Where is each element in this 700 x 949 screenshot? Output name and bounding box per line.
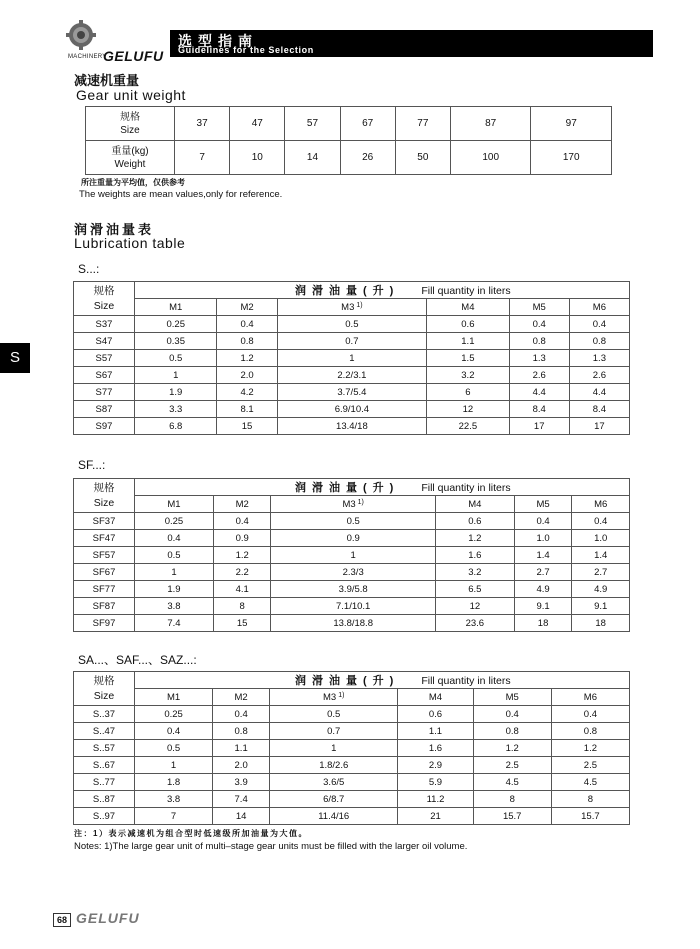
value-cell: 0.4 [217,316,277,333]
lube-note-cn: 注：1）表示减速机为组合型时低速级所加油量为大值。 [74,829,308,838]
size-label-cn: 规格 [93,481,115,494]
value-cell: 2.5 [473,757,551,774]
col-header: M2 [217,299,277,316]
value-cell: 3.8 [135,791,213,808]
value-cell: 0.4 [213,706,270,723]
value-cell: 0.4 [569,316,629,333]
size-cell: S..67 [74,757,135,774]
value-cell: 2.7 [572,564,630,581]
fill-quantity-cn: 润滑油量(升) [295,285,400,297]
size-cell: S67 [74,367,135,384]
weight-note-en: The weights are mean values,only for reference. [79,189,283,200]
value-cell: 6 [427,384,509,401]
weight-title-cn: 减速机重量 [74,73,140,88]
size-cell: SF77 [74,581,135,598]
value-cell: 0.6 [427,316,509,333]
value-cell: 13.8/18.8 [271,615,435,632]
value-cell: 6/8.7 [270,791,398,808]
size-header-cell [74,282,135,316]
value-cell: 6.9/10.4 [277,401,427,418]
value-cell: 3.8 [135,598,214,615]
value-cell: 7 [135,808,213,825]
col-header: M6 [551,689,629,706]
value-cell: 0.25 [135,513,214,530]
col-header: M1 [135,496,214,513]
value-cell: 6.8 [135,418,217,435]
weight-size-row [86,107,612,141]
weight-cell: 50 [395,141,450,175]
value-cell: 1.2 [551,740,629,757]
value-cell: 1 [271,547,435,564]
value-cell: 4.2 [217,384,277,401]
size-cell: 87 [450,107,531,141]
value-cell: 0.25 [135,316,217,333]
value-cell: 0.5 [135,740,213,757]
col-header: M2 [213,689,270,706]
value-cell: 1.2 [217,350,277,367]
size-label-cn: 规格 [120,111,140,123]
lube-title-en: Lubrication table [74,235,186,251]
value-cell: 1.8/2.6 [270,757,398,774]
value-cell: 1 [135,367,217,384]
col-header: M6 [572,496,630,513]
value-cell: 11.4/16 [270,808,398,825]
size-cell: SF47 [74,530,135,547]
value-cell: 4.5 [473,774,551,791]
size-cell: S77 [74,384,135,401]
col-header: M5 [514,496,572,513]
lube-title-cn: 润滑油量表 [74,222,155,237]
value-cell: 4.4 [509,384,569,401]
value-cell: 1 [135,757,213,774]
size-cell: SF37 [74,513,135,530]
value-cell: 13.4/18 [277,418,427,435]
value-cell: 8 [473,791,551,808]
fill-quantity-header [135,282,630,299]
col-header: M6 [569,299,629,316]
value-cell: 1.3 [509,350,569,367]
fill-quantity-header [135,479,630,496]
size-cell: S..57 [74,740,135,757]
value-cell: 3.2 [427,367,509,384]
col-header: M4 [398,689,473,706]
value-cell: 15 [217,418,277,435]
value-cell: 2.5 [551,757,629,774]
table-row [74,791,630,808]
value-cell: 22.5 [427,418,509,435]
col-header: M5 [473,689,551,706]
fill-quantity-header [135,672,630,689]
col-header: M4 [427,299,509,316]
value-cell: 3.2 [435,564,514,581]
value-cell: 0.4 [509,316,569,333]
value-cell: 1.2 [213,547,271,564]
table-row [74,401,630,418]
table-label-s: S...: [78,262,100,276]
value-cell: 0.4 [473,706,551,723]
size-cell: 57 [285,107,340,141]
size-cell: S37 [74,316,135,333]
col-header-label: M3 [342,498,356,510]
value-cell: 0.8 [473,723,551,740]
weight-note-cn: 所注重量为平均值，仅供参考 [81,178,185,187]
footnote-marker: 1) [338,691,345,699]
value-cell: 0.8 [569,333,629,350]
value-cell: 18 [572,615,630,632]
table-label-sf: SF...: [78,458,106,472]
value-cell: 3.9/5.8 [271,581,435,598]
value-cell: 0.6 [435,513,514,530]
value-cell: 1 [277,350,427,367]
col-header [270,689,398,706]
value-cell: 1.9 [135,384,217,401]
weight-cell: 14 [285,141,340,175]
value-cell: 1.1 [213,740,270,757]
value-cell: 0.8 [217,333,277,350]
value-cell: 0.4 [551,706,629,723]
lube-table-s [73,281,630,435]
size-label-en: Size [93,689,115,702]
col-header: M1 [135,689,213,706]
weight-cell: 7 [175,141,230,175]
size-label-en: Size [120,124,140,136]
value-cell: 15.7 [473,808,551,825]
value-cell: 0.25 [135,706,213,723]
value-cell: 2.0 [217,367,277,384]
table-row [74,615,630,632]
value-cell: 0.7 [270,723,398,740]
logo-brand: GELUFU [103,48,164,64]
size-cell: S..47 [74,723,135,740]
value-cell: 3.3 [135,401,217,418]
value-cell: 2.6 [509,367,569,384]
weight-table [85,106,612,175]
value-cell: 0.4 [135,530,214,547]
value-cell: 0.4 [213,513,271,530]
size-label-en: Size [93,299,115,312]
value-cell: 3.7/5.4 [277,384,427,401]
size-cell: 67 [340,107,395,141]
value-cell: 8 [551,791,629,808]
size-cell: 47 [230,107,285,141]
gear-logo-icon [66,20,96,50]
table-row [74,418,630,435]
value-cell: 0.5 [135,547,214,564]
value-cell: 2.2/3.1 [277,367,427,384]
size-header-cell [74,672,135,706]
col-header: M1 [135,299,217,316]
col-header [277,299,427,316]
value-cell: 1.6 [398,740,473,757]
value-cell: 0.5 [271,513,435,530]
value-cell: 1.2 [473,740,551,757]
table-row [74,530,630,547]
fill-quantity-cn: 润滑油量(升) [295,482,400,494]
value-cell: 3.9 [213,774,270,791]
fill-quantity-en: Fill quantity in liters [421,285,511,297]
fill-quantity-en: Fill quantity in liters [421,675,511,687]
value-cell: 1 [135,564,214,581]
size-header-cell [86,107,175,141]
value-cell: 1.5 [427,350,509,367]
col-header-label: M3 [341,301,355,313]
table-row [74,384,630,401]
weight-cell: 26 [340,141,395,175]
value-cell: 1.6 [435,547,514,564]
value-cell: 1.9 [135,581,214,598]
value-cell: 2.7 [514,564,572,581]
value-cell: 11.2 [398,791,473,808]
value-cell: 14 [213,808,270,825]
value-cell: 0.9 [213,530,271,547]
value-cell: 1.0 [514,530,572,547]
lube-table-sa [73,671,630,825]
size-cell: S87 [74,401,135,418]
value-cell: 7.4 [135,615,214,632]
value-cell: 2.9 [398,757,473,774]
value-cell: 2.0 [213,757,270,774]
size-cell: 97 [531,107,612,141]
value-cell: 0.8 [213,723,270,740]
size-cell: S47 [74,333,135,350]
footnote-marker: 1) [356,301,363,309]
value-cell: 0.5 [277,316,427,333]
header-title-cn: 选型指南 [178,33,258,49]
table-row [74,581,630,598]
value-cell: 1.0 [572,530,630,547]
value-cell: 2.2 [213,564,271,581]
weight-label-en: Weight [114,158,146,170]
table-row [74,367,630,384]
value-cell: 2.6 [569,367,629,384]
value-cell: 0.8 [551,723,629,740]
value-cell: 1.4 [514,547,572,564]
size-header-cell [74,479,135,513]
value-cell: 21 [398,808,473,825]
table-row [74,808,630,825]
size-label-cn: 规格 [93,674,115,687]
table-row [74,333,630,350]
size-cell: SF57 [74,547,135,564]
weight-cell: 170 [531,141,612,175]
value-cell: 0.5 [270,706,398,723]
lube-note-en: Notes: 1)The large gear unit of multi–stage gear units must be filled with the larger oil volume. [74,841,468,852]
value-cell: 0.9 [271,530,435,547]
value-cell: 18 [514,615,572,632]
value-cell: 17 [569,418,629,435]
table-row [74,757,630,774]
weight-label-cn: 重量(kg) [111,145,149,157]
logo-machinery-text: MACHINERY [68,54,107,60]
value-cell: 15 [213,615,271,632]
section-tab: S [0,343,30,373]
weight-cell: 100 [450,141,531,175]
page-number: 68 [53,913,71,927]
lube-table-sf [73,478,630,632]
col-header-label: M3 [323,691,337,703]
size-cell: SF97 [74,615,135,632]
col-header: M4 [435,496,514,513]
value-cell: 0.35 [135,333,217,350]
value-cell: 6.5 [435,581,514,598]
col-header: M5 [509,299,569,316]
value-cell: 4.1 [213,581,271,598]
table-row [74,723,630,740]
weight-title-en: Gear unit weight [76,87,186,103]
value-cell: 8 [213,598,271,615]
value-cell: 7.4 [213,791,270,808]
value-cell: 0.4 [572,513,630,530]
value-cell: 0.5 [135,350,217,367]
size-cell: S..97 [74,808,135,825]
table-row [74,774,630,791]
value-cell: 9.1 [514,598,572,615]
value-cell: 1.3 [569,350,629,367]
table-row [74,316,630,333]
col-header: M2 [213,496,271,513]
table-row [74,740,630,757]
size-cell: S..87 [74,791,135,808]
fill-quantity-cn: 润滑油量(升) [295,675,400,687]
footnote-marker: 1) [357,498,364,506]
table-row [74,350,630,367]
value-cell: 1 [270,740,398,757]
size-cell: S..77 [74,774,135,791]
value-cell: 1.1 [398,723,473,740]
weight-value-row [86,141,612,175]
value-cell: 12 [427,401,509,418]
value-cell: 0.4 [514,513,572,530]
table-label-sa: SA...、SAF...、SAZ...: [78,653,197,667]
value-cell: 15.7 [551,808,629,825]
footer-brand: GELUFU [76,910,140,926]
size-cell: 37 [175,107,230,141]
size-cell: S57 [74,350,135,367]
value-cell: 0.4 [135,723,213,740]
value-cell: 4.9 [572,581,630,598]
table-row [74,598,630,615]
value-cell: 4.5 [551,774,629,791]
value-cell: 1.2 [435,530,514,547]
value-cell: 7.1/10.1 [271,598,435,615]
value-cell: 2.3/3 [271,564,435,581]
size-cell: S97 [74,418,135,435]
size-cell: S..37 [74,706,135,723]
size-label-cn: 规格 [93,284,115,297]
size-cell: SF67 [74,564,135,581]
col-header [271,496,435,513]
value-cell: 8.1 [217,401,277,418]
header-title-en: Guidelines for the Selection [178,45,314,55]
weight-cell: 10 [230,141,285,175]
value-cell: 1.8 [135,774,213,791]
table-row [74,547,630,564]
value-cell: 17 [509,418,569,435]
table-row [74,564,630,581]
value-cell: 9.1 [572,598,630,615]
weight-header-cell [86,141,175,175]
table-row [74,513,630,530]
value-cell: 3.6/5 [270,774,398,791]
value-cell: 1.1 [427,333,509,350]
value-cell: 23.6 [435,615,514,632]
value-cell: 8.4 [569,401,629,418]
value-cell: 12 [435,598,514,615]
table-row [74,706,630,723]
value-cell: 0.6 [398,706,473,723]
size-cell: SF87 [74,598,135,615]
value-cell: 8.4 [509,401,569,418]
value-cell: 0.7 [277,333,427,350]
value-cell: 4.9 [514,581,572,598]
value-cell: 4.4 [569,384,629,401]
value-cell: 5.9 [398,774,473,791]
value-cell: 1.4 [572,547,630,564]
fill-quantity-en: Fill quantity in liters [421,482,511,494]
value-cell: 0.8 [509,333,569,350]
size-cell: 77 [395,107,450,141]
size-label-en: Size [93,496,115,509]
